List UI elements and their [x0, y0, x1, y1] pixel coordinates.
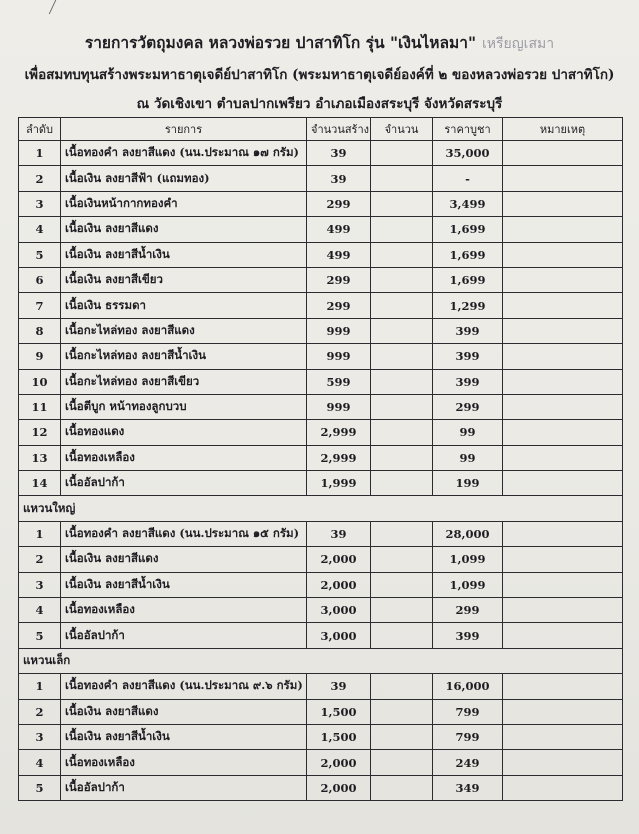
document-subtitle: เพื่อสมทบทุนสร้างพระมหาธาตุเจดีย์ปาสาทิโก (พระมหาธาตุเจดีย์องค์ที่ ๒ ของหลวงพ่อรวย ปาสาทิโก)	[24, 67, 615, 83]
row-number: 3	[19, 191, 61, 216]
row-remark-cell	[503, 750, 623, 775]
row-price: 399	[433, 623, 503, 648]
row-made-count: 299	[307, 293, 371, 318]
row-amount-cell	[371, 267, 433, 292]
row-number: 12	[19, 420, 61, 445]
row-price: 199	[433, 471, 503, 496]
row-made-count: 1,500	[307, 724, 371, 749]
row-made-count: 39	[307, 521, 371, 546]
col-header-made: จำนวนสร้าง	[307, 118, 371, 141]
row-number: 10	[19, 369, 61, 394]
row-amount-cell	[371, 623, 433, 648]
row-price: 1,299	[433, 293, 503, 318]
row-amount-cell	[371, 191, 433, 216]
pen-mark	[49, 0, 67, 14]
row-price: 1,099	[433, 572, 503, 597]
row-amount-cell	[371, 217, 433, 242]
row-amount-cell	[371, 572, 433, 597]
title-text: รายการวัตถุมงคล หลวงพ่อรวย ปาสาทิโก รุ่น "เงินไหลมา"	[84, 33, 477, 52]
row-item-name: เนื้อทองคำ ลงยาสีแดง (นน.ประมาณ ๙.๖ กรัม)	[61, 674, 307, 699]
row-amount-cell	[371, 344, 433, 369]
row-number: 11	[19, 394, 61, 419]
row-remark-cell	[503, 166, 623, 191]
row-remark-cell	[503, 775, 623, 800]
row-price: 799	[433, 699, 503, 724]
row-price: 349	[433, 775, 503, 800]
row-remark-cell	[503, 242, 623, 267]
table-row	[19, 242, 623, 267]
row-item-name: เนื้อเงิน ลงยาสีแดง	[61, 699, 307, 724]
row-item-name: เนื้อทองคำ ลงยาสีแดง (นน.ประมาณ ๑๕ กรัม)	[61, 521, 307, 546]
row-made-count: 999	[307, 344, 371, 369]
row-price: 399	[433, 369, 503, 394]
document-location: ณ วัดเชิงเขา ตำบลปากเพรียว อำเภอเมืองสระบุรี จังหวัดสระบุรี	[136, 96, 503, 112]
row-amount-cell	[371, 699, 433, 724]
row-price: 99	[433, 420, 503, 445]
row-amount-cell	[371, 750, 433, 775]
row-item-name: เนื้อเงินหน้ากากทองคำ	[61, 191, 307, 216]
row-amount-cell	[371, 394, 433, 419]
table-row	[19, 369, 623, 394]
item-table	[18, 117, 623, 801]
row-made-count: 39	[307, 166, 371, 191]
table-row	[19, 724, 623, 749]
table-row	[19, 674, 623, 699]
row-price: 399	[433, 318, 503, 343]
row-number: 4	[19, 598, 61, 623]
row-item-name: เนื้อเงิน ลงยาสีแดง	[61, 217, 307, 242]
table-row	[19, 318, 623, 343]
row-amount-cell	[371, 242, 433, 267]
row-made-count: 599	[307, 369, 371, 394]
table-row	[19, 191, 623, 216]
row-made-count: 2,000	[307, 750, 371, 775]
row-amount-cell	[371, 445, 433, 470]
row-remark-cell	[503, 369, 623, 394]
row-remark-cell	[503, 141, 623, 166]
row-item-name: เนื้อเงิน ลงยาสีน้ำเงิน	[61, 242, 307, 267]
table-row	[19, 623, 623, 648]
row-made-count: 999	[307, 318, 371, 343]
table-row	[19, 293, 623, 318]
row-remark-cell	[503, 572, 623, 597]
row-price: 28,000	[433, 521, 503, 546]
row-remark-cell	[503, 674, 623, 699]
row-price: 299	[433, 394, 503, 419]
table-row	[19, 445, 623, 470]
row-price: 1,699	[433, 267, 503, 292]
row-price: 3,499	[433, 191, 503, 216]
row-made-count: 3,000	[307, 598, 371, 623]
row-made-count: 1,500	[307, 699, 371, 724]
row-remark-cell	[503, 394, 623, 419]
row-remark-cell	[503, 445, 623, 470]
table-row	[19, 750, 623, 775]
row-number: 5	[19, 775, 61, 800]
table-row	[19, 217, 623, 242]
row-item-name: เนื้อเงิน ลงยาสีเขียว	[61, 267, 307, 292]
table-row	[19, 267, 623, 292]
row-number: 1	[19, 521, 61, 546]
col-header-price: ราคาบูชา	[433, 118, 503, 141]
row-number: 1	[19, 674, 61, 699]
row-item-name: เนื้อทองเหลือง	[61, 750, 307, 775]
row-amount-cell	[371, 293, 433, 318]
row-item-name: เนื้อเงิน ธรรมดา	[61, 293, 307, 318]
row-item-name: เนื้อทองแดง	[61, 420, 307, 445]
row-remark-cell	[503, 598, 623, 623]
row-number: 7	[19, 293, 61, 318]
table-row	[19, 344, 623, 369]
row-number: 1	[19, 141, 61, 166]
row-number: 2	[19, 547, 61, 572]
row-number: 4	[19, 750, 61, 775]
row-made-count: 2,000	[307, 775, 371, 800]
row-price: 249	[433, 750, 503, 775]
table-row	[19, 521, 623, 546]
row-amount-cell	[371, 318, 433, 343]
row-made-count: 2,000	[307, 572, 371, 597]
col-header-item: รายการ	[61, 118, 307, 141]
col-header-amount: จำนวน	[371, 118, 433, 141]
row-item-name: เนื้อทองคำ ลงยาสีแดง (นน.ประมาณ ๑๗ กรัม)	[61, 141, 307, 166]
row-number: 6	[19, 267, 61, 292]
row-item-name: เนื้อเงิน ลงยาสีฟ้า (แถมทอง)	[61, 166, 307, 191]
section-title: แหวนเล็ก	[19, 648, 623, 673]
row-item-name: เนื้อกะไหล่ทอง ลงยาสีน้ำเงิน	[61, 344, 307, 369]
row-price: 799	[433, 724, 503, 749]
row-number: 5	[19, 242, 61, 267]
row-price: 299	[433, 598, 503, 623]
table-row	[19, 598, 623, 623]
row-amount-cell	[371, 141, 433, 166]
row-remark-cell	[503, 699, 623, 724]
row-remark-cell	[503, 267, 623, 292]
row-remark-cell	[503, 623, 623, 648]
row-number: 3	[19, 724, 61, 749]
row-remark-cell	[503, 293, 623, 318]
row-remark-cell	[503, 547, 623, 572]
row-item-name: เนื้ออัลปาก้า	[61, 471, 307, 496]
row-amount-cell	[371, 369, 433, 394]
row-price: 1,699	[433, 242, 503, 267]
row-price: 35,000	[433, 141, 503, 166]
row-number: 14	[19, 471, 61, 496]
table-row	[19, 471, 623, 496]
row-made-count: 39	[307, 141, 371, 166]
table-row	[19, 420, 623, 445]
row-number: 9	[19, 344, 61, 369]
row-remark-cell	[503, 724, 623, 749]
row-number: 5	[19, 623, 61, 648]
table-row	[19, 547, 623, 572]
row-item-name: เนื้อเงิน ลงยาสีแดง	[61, 547, 307, 572]
row-item-name: เนื้อทองเหลือง	[61, 445, 307, 470]
row-made-count: 299	[307, 191, 371, 216]
row-price: 99	[433, 445, 503, 470]
table-row	[19, 699, 623, 724]
row-made-count: 499	[307, 242, 371, 267]
row-remark-cell	[503, 471, 623, 496]
row-made-count: 3,000	[307, 623, 371, 648]
row-amount-cell	[371, 166, 433, 191]
row-amount-cell	[371, 674, 433, 699]
row-number: 8	[19, 318, 61, 343]
row-number: 2	[19, 699, 61, 724]
table-row	[19, 394, 623, 419]
row-price: 1,099	[433, 547, 503, 572]
row-number: 4	[19, 217, 61, 242]
row-number: 13	[19, 445, 61, 470]
section-row	[19, 648, 623, 673]
table-body	[19, 141, 623, 801]
table-row	[19, 572, 623, 597]
table-header-row	[19, 118, 623, 141]
row-remark-cell	[503, 521, 623, 546]
col-header-order: ลำดับ	[19, 118, 61, 141]
row-remark-cell	[503, 191, 623, 216]
row-made-count: 39	[307, 674, 371, 699]
row-remark-cell	[503, 420, 623, 445]
row-remark-cell	[503, 318, 623, 343]
row-amount-cell	[371, 598, 433, 623]
row-remark-cell	[503, 217, 623, 242]
section-title: แหวนใหญ่	[19, 496, 623, 521]
row-item-name: เนื้อกะไหล่ทอง ลงยาสีแดง	[61, 318, 307, 343]
row-item-name: เนื้ออัลปาก้า	[61, 775, 307, 800]
row-made-count: 499	[307, 217, 371, 242]
table-row	[19, 141, 623, 166]
row-amount-cell	[371, 775, 433, 800]
row-made-count: 2,999	[307, 445, 371, 470]
row-item-name: เนื้อเงิน ลงยาสีน้ำเงิน	[61, 724, 307, 749]
row-amount-cell	[371, 724, 433, 749]
row-price: 16,000	[433, 674, 503, 699]
section-row	[19, 496, 623, 521]
document-title	[0, 30, 639, 55]
row-price: -	[433, 166, 503, 191]
row-made-count: 999	[307, 394, 371, 419]
row-remark-cell	[503, 344, 623, 369]
row-number: 2	[19, 166, 61, 191]
row-made-count: 2,000	[307, 547, 371, 572]
row-price: 399	[433, 344, 503, 369]
row-amount-cell	[371, 471, 433, 496]
row-item-name: เนื้อทองเหลือง	[61, 598, 307, 623]
row-price: 1,699	[433, 217, 503, 242]
row-amount-cell	[371, 420, 433, 445]
table-row	[19, 166, 623, 191]
row-item-name: เนื้อเงิน ลงยาสีน้ำเงิน	[61, 572, 307, 597]
row-amount-cell	[371, 547, 433, 572]
col-header-remark: หมายเหตุ	[503, 118, 623, 141]
row-made-count: 299	[307, 267, 371, 292]
table-row	[19, 775, 623, 800]
title-suffix: เหรียญเสมา	[482, 36, 555, 52]
row-item-name: เนื้อตีบูก หน้าทองลูกบวบ	[61, 394, 307, 419]
row-made-count: 1,999	[307, 471, 371, 496]
row-number: 3	[19, 572, 61, 597]
row-item-name: เนื้อกะไหล่ทอง ลงยาสีเขียว	[61, 369, 307, 394]
row-made-count: 2,999	[307, 420, 371, 445]
row-amount-cell	[371, 521, 433, 546]
row-item-name: เนื้ออัลปาก้า	[61, 623, 307, 648]
